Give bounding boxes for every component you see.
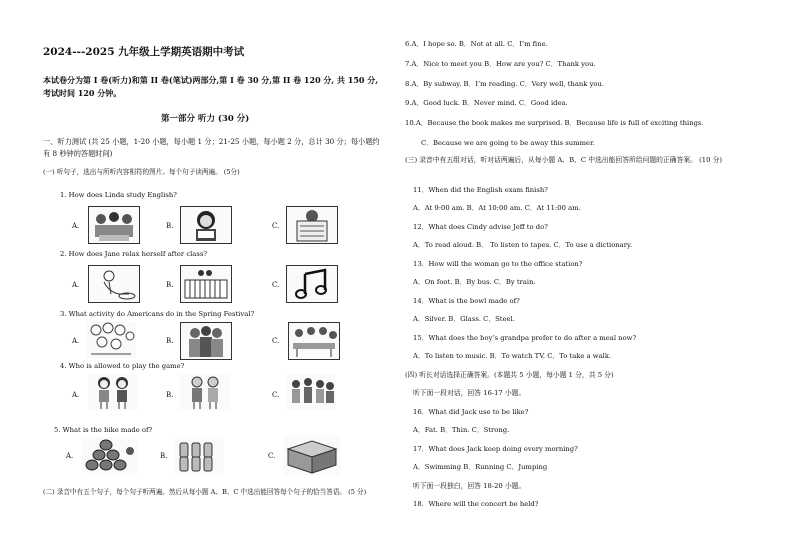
exam-intro: 本试卷分为第 I 卷(听力)和第 II 卷(笔试)两部分,第 I 卷 30 分,第 II 卷 120 分, 共 150 分, 考试时间 120 分钟。 xyxy=(43,75,379,98)
answer-11: A．At 9:00 am. B．At 10:00 am. C．At 11:00 am. xyxy=(413,204,581,212)
question-16: 16．What did Jack use to be like? xyxy=(413,408,529,416)
lanterns-picture-icon xyxy=(86,322,136,358)
family-photo-picture-icon xyxy=(180,322,232,360)
dialogue-instruction-16-17: 听下面一段对话，回答 16-17 小题。 xyxy=(413,389,526,397)
question-13: 13．How will the woman go to the office station? xyxy=(413,260,583,268)
sub-section-2: (二) 录音中有五个句子，每个句子听两遍。然后从每小题 A、B、C 中选出能回答每个句子的恰当答语。 (5 分) xyxy=(43,488,367,496)
question-10-option-c: C．Because we are going to be away this summer. xyxy=(421,139,595,147)
answer-12: A．To read aloud. B． To listen to tapes. C．To use a dictionary. xyxy=(413,241,633,249)
exam-title: 2024---2025 九年级上学期英语期中考试 xyxy=(43,46,245,58)
question-6: 6.A．I hope so. B．Not at all. C．I’m fine. xyxy=(405,40,548,48)
question-17: 17．What does Jack keep doing every morning? xyxy=(413,445,578,453)
cardboard-box-picture-icon xyxy=(284,435,340,475)
question-9: 9.A．Good luck. B．Never mind. C．Good idea. xyxy=(405,99,568,107)
answer-16: A．Fat. B．Thin. C．Strong. xyxy=(413,426,510,434)
question-7: 7.A．Nice to meet you B．How are you? C．Thank you. xyxy=(405,60,596,68)
part-one-heading: 第一部分 听力 (30 分) xyxy=(161,114,250,124)
option-label: B. xyxy=(160,452,168,460)
reading-girl-picture-icon xyxy=(180,206,232,244)
question-3: 3. What activity do Americans do in the Spring Festival? xyxy=(60,310,255,318)
children-group-picture-icon xyxy=(286,374,336,410)
piano-picture-icon xyxy=(180,265,232,303)
newspaper-picture-icon xyxy=(286,206,338,244)
option-label: B. xyxy=(166,281,174,289)
question-1: 1. How does Linda study English? xyxy=(60,191,177,199)
question-10: 10.A．Because the book makes me surprised. B．Because life is full of exciting things. xyxy=(405,119,704,127)
option-label: C. xyxy=(272,337,280,345)
option-label: B. xyxy=(166,222,174,230)
option-label: B. xyxy=(166,391,174,399)
sub-section-3: (三) 录音中有五组对话，听对话两遍后，从每小题 A、B、C 中选出能回答所给问题的正确答案。 (10 分) xyxy=(405,156,723,164)
question-2: 2. How does Jane relax herself after class? xyxy=(60,250,207,258)
listening-instructions: 一、听力测试 (共 25 小题，1-20 小题，每小题 1 分；21-25 小题，每小题 2 分，总计 30 分；每小题约有 8 秒钟的答题时间) xyxy=(43,137,380,158)
question-15: 15．What does the boy’s grandpa prefer to do after a meal now? xyxy=(413,334,637,342)
answer-17: A．Swimming B．Running C．Jumping xyxy=(413,463,548,471)
option-label: A. xyxy=(72,222,80,230)
question-5: 5. What is the bike made of? xyxy=(54,426,153,434)
option-label: C. xyxy=(272,391,280,399)
question-11: 11．When did the English exam finish? xyxy=(413,186,548,194)
question-14: 14．What is the bowl made of? xyxy=(413,297,520,305)
option-label: B. xyxy=(166,337,174,345)
girl-sitting-picture-icon xyxy=(88,265,140,303)
question-4: 4. Who is allowed to play the game? xyxy=(60,362,185,370)
elderly-couple-picture-icon xyxy=(180,374,230,410)
sub-section-4: (四) 听长对话选择正确答案。(本题共 5 小题，每小题 1 分，共 5 分) xyxy=(405,371,614,379)
option-label: A. xyxy=(72,281,80,289)
answer-14: A．Silver. B．Glass. C．Steel. xyxy=(413,315,515,323)
plastic-bottles-picture-icon xyxy=(174,437,224,473)
option-label: A. xyxy=(66,452,74,460)
sub-section-1: (一) 听句子，选出与所听内容相符的图片。每个句子读两遍。 (5分) xyxy=(43,168,240,176)
question-18: 18．Where will the concert be held? xyxy=(413,500,539,508)
option-label: C. xyxy=(272,222,280,230)
group-study-picture-icon xyxy=(88,206,140,244)
wood-logs-picture-icon xyxy=(82,437,138,473)
question-12: 12．What does Cindy advise Jeff to do? xyxy=(413,223,548,231)
question-8: 8.A．By subway. B．I’m reading. C．Very well, thank you. xyxy=(405,80,605,88)
option-label: C. xyxy=(272,281,280,289)
answer-15: A．To listen to music. B．To watch TV. C．To take a walk. xyxy=(413,352,612,360)
option-label: A. xyxy=(72,337,80,345)
family-dinner-picture-icon xyxy=(288,322,340,360)
option-label: A. xyxy=(72,391,80,399)
two-kids-picture-icon xyxy=(88,374,138,410)
monologue-instruction-18-20: 听下面一段独白，回答 18-20 小题。 xyxy=(413,482,526,490)
answer-13: A．On foot. B．By bus. C．By train. xyxy=(413,278,536,286)
option-label: C. xyxy=(268,452,276,460)
music-notes-picture-icon xyxy=(286,265,338,303)
